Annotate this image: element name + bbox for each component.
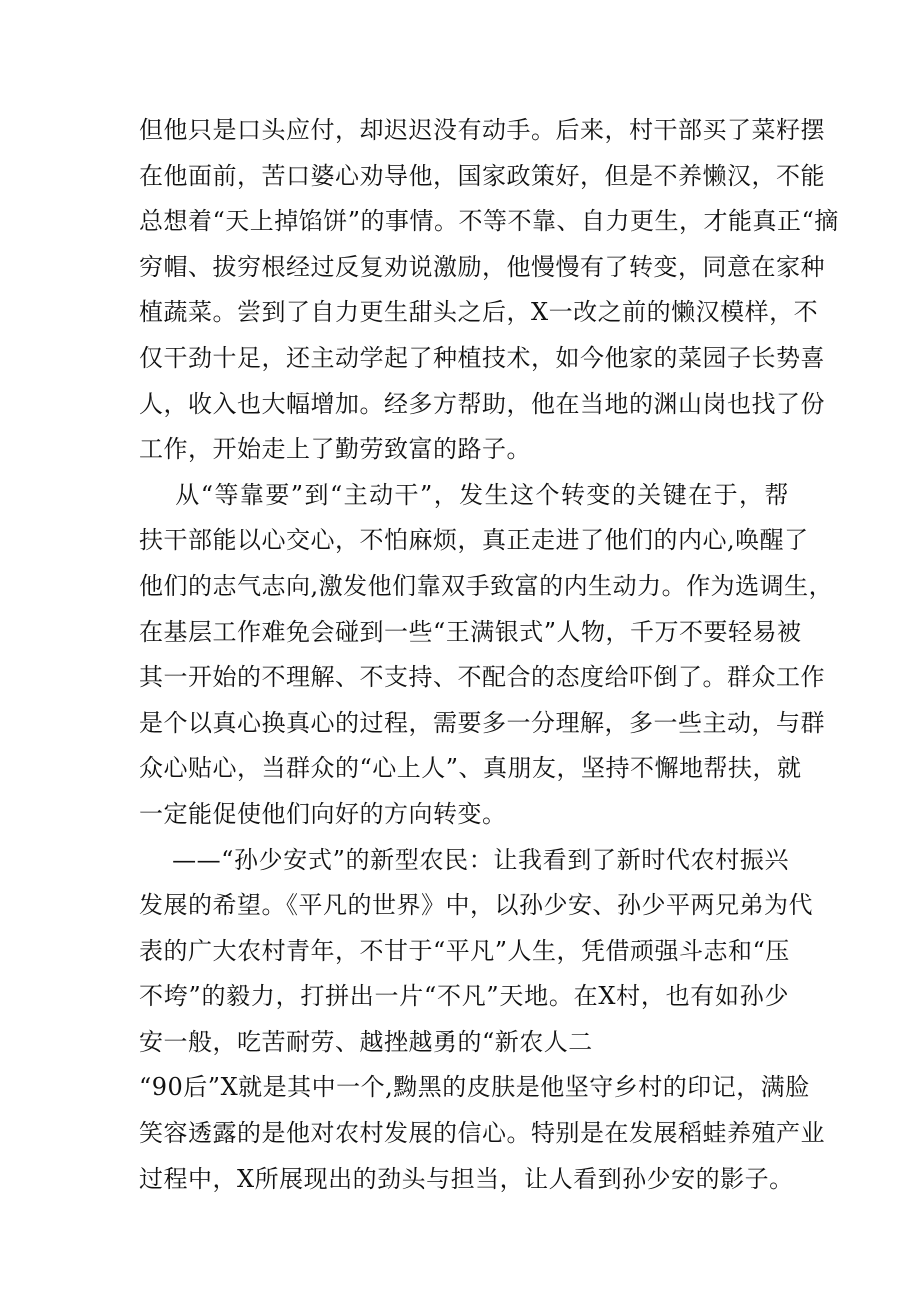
text-line: 表的广大农村青年，不甘于“平凡”人生，凭借顽强斗志和“压 <box>139 936 790 965</box>
text-line: 他们的志气志向,激发他们靠双手致富的内生动力。作为选调生， <box>139 571 834 600</box>
text-line: 穷帽、拔穷根经过反复劝说激励，他慢慢有了转变，同意在家种 <box>139 252 825 281</box>
text-line: 是个以真心换真心的过程，需要多一分理解，多一些主动，与群 <box>139 708 825 737</box>
text-line: 笑容透露的是他对农村发展的信心。特别是在发展稻蛙养殖产业 <box>139 1119 825 1148</box>
body-text <box>139 108 839 1202</box>
text-line: 发展的希望。《平凡的世界》中，以孙少安、孙少平两兄弟为代 <box>139 891 813 920</box>
text-line: 在基层工作难免会碰到一些“王满银式”人物，千万不要轻易被 <box>139 617 802 646</box>
text-line: “90后”X就是其中一个,黝黑的皮肤是他坚守乡村的印记，满脸 <box>139 1073 810 1102</box>
text-line: 过程中，X所展现出的劲头与担当，让人看到孙少安的影子。 <box>139 1164 794 1193</box>
text-line: 一定能促使他们向好的方向转变。 <box>139 799 507 828</box>
text-line: 总想着“天上掉馅饼”的事情。不等不靠、自力更生，才能真正“摘 <box>139 207 839 236</box>
text-line: 其一开始的不理解、不支持、不配合的态度给吓倒了。群众工作 <box>139 663 825 692</box>
text-line: 扶干部能以心交心，不怕麻烦，真正走进了他们的内心,唤醒了 <box>139 526 809 555</box>
text-line: 在他面前，苦口婆心劝导他，国家政策好，但是不养懒汉，不能 <box>139 161 825 190</box>
text-line: 工作，开始走上了勤劳致富的路子。 <box>139 435 531 464</box>
text-line: 不垮”的毅力，打拼出一片“不凡”天地。在X村，也有如孙少 <box>139 982 789 1011</box>
text-line: 但他只是口头应付，却迟迟没有动手。后来，村干部买了菜籽摆 <box>139 116 825 144</box>
text-line: 植蔬菜。尝到了自力更生甜头之后，X一改之前的懒汉模样，不 <box>139 298 819 327</box>
text-line: ——“孙少安式”的新型农民：让我看到了新时代农村振兴 <box>139 845 789 874</box>
text-line: 人，收入也大幅增加。经多方帮助，他在当地的渊山岗也找了份 <box>139 389 825 418</box>
text-line: 仅干劲十足，还主动学起了种植技术，如今他家的菜园子长势喜 <box>139 343 825 372</box>
text-line: 安一般，吃苦耐劳、越挫越勇的“新农人二 <box>139 1027 593 1056</box>
text-line: 从“等靠要”到“主动干”，发生这个转变的关键在于，帮 <box>139 480 789 509</box>
text-line: 众心贴心，当群众的“心上人”、真朋友，坚持不懈地帮扶，就 <box>139 754 802 783</box>
